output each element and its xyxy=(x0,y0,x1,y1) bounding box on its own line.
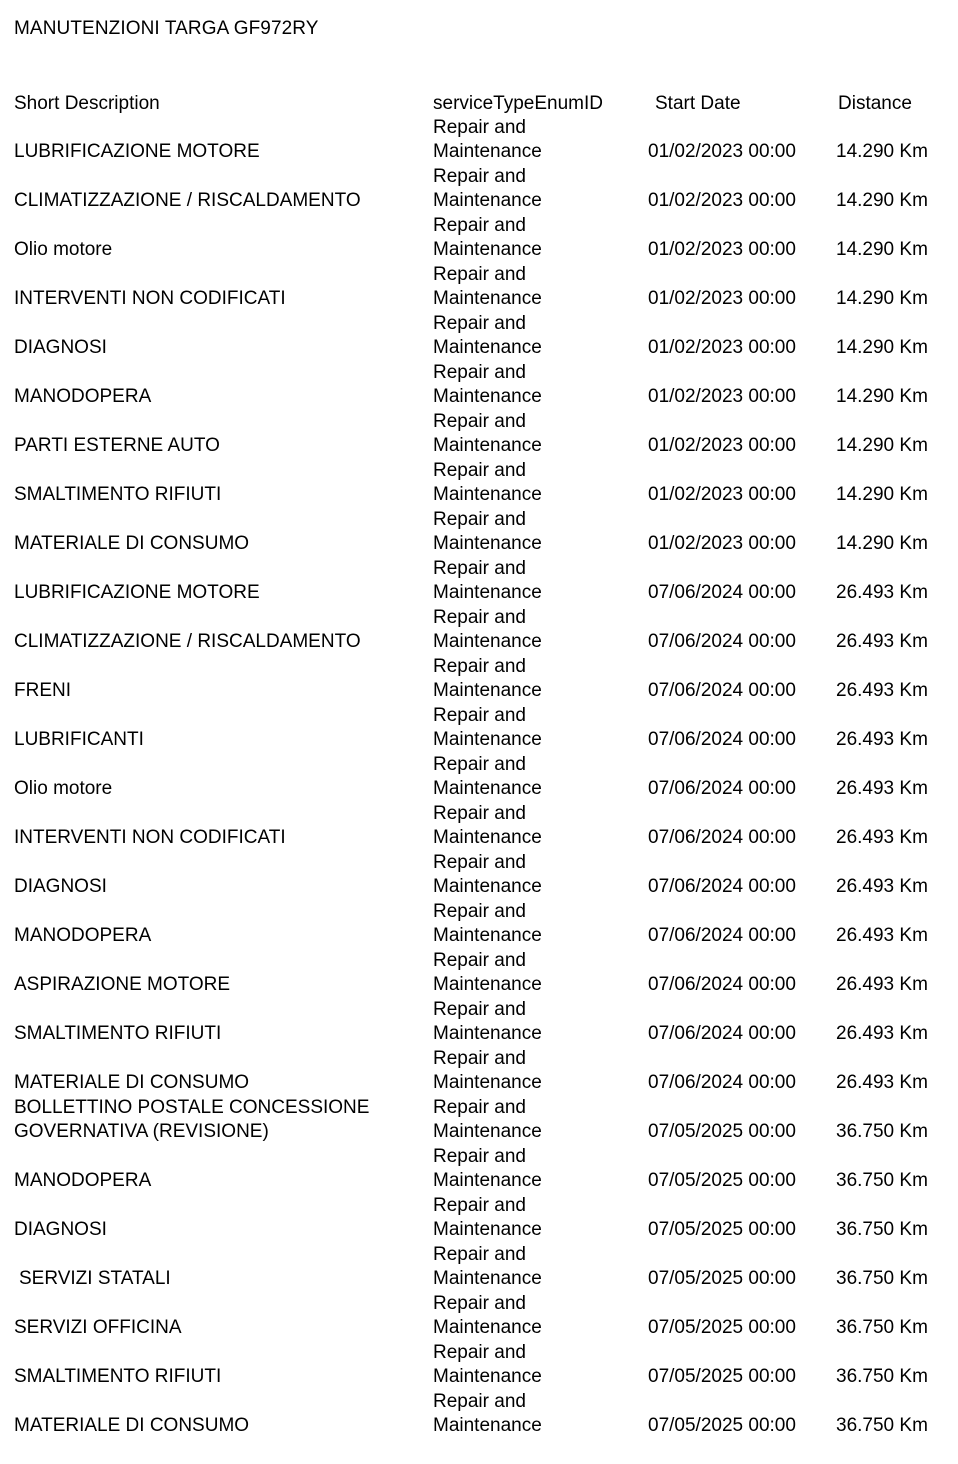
cell-short-description: FRENI xyxy=(14,680,71,701)
cell-service-type: Repair and Maintenance xyxy=(433,264,542,309)
cell-short-description: DIAGNOSI xyxy=(14,1219,107,1240)
cell-start-date: 07/06/2024 00:00 xyxy=(648,631,796,652)
cell-distance: 14.290 Km xyxy=(836,386,928,407)
cell-distance: 26.493 Km xyxy=(836,925,928,946)
cell-short-description: LUBRIFICANTI xyxy=(14,729,144,750)
cell-service-type: Repair and Maintenance xyxy=(433,1097,542,1142)
cell-distance: 26.493 Km xyxy=(836,631,928,652)
cell-start-date: 01/02/2023 00:00 xyxy=(648,337,796,358)
cell-short-description: Olio motore xyxy=(14,239,113,260)
cell-service-type: Repair and Maintenance xyxy=(433,460,542,505)
cell-service-type: Repair and Maintenance xyxy=(433,1048,542,1093)
cell-distance: 26.493 Km xyxy=(836,827,928,848)
cell-distance: 36.750 Km xyxy=(836,1170,928,1191)
cell-start-date: 07/06/2024 00:00 xyxy=(648,582,796,603)
cell-short-description: SERVIZI OFFICINA xyxy=(14,1317,182,1338)
cell-short-description: CLIMATIZZAZIONE / RISCALDAMENTO xyxy=(14,190,361,211)
cell-start-date: 07/06/2024 00:00 xyxy=(648,876,796,897)
cell-service-type: Repair and Maintenance xyxy=(433,166,542,211)
cell-distance: 36.750 Km xyxy=(836,1268,928,1289)
cell-short-description: INTERVENTI NON CODIFICATI xyxy=(14,288,286,309)
cell-start-date: 07/06/2024 00:00 xyxy=(648,925,796,946)
cell-start-date: 01/02/2023 00:00 xyxy=(648,239,796,260)
cell-distance: 14.290 Km xyxy=(836,141,928,162)
cell-service-type: Repair and Maintenance xyxy=(433,509,542,554)
maintenance-table xyxy=(0,92,958,1451)
cell-short-description: DIAGNOSI xyxy=(14,876,107,897)
cell-service-type: Repair and Maintenance xyxy=(433,1391,542,1436)
cell-distance: 14.290 Km xyxy=(836,484,928,505)
cell-service-type: Repair and Maintenance xyxy=(433,754,542,799)
cell-start-date: 07/05/2025 00:00 xyxy=(648,1219,796,1240)
cell-start-date: 01/02/2023 00:00 xyxy=(648,484,796,505)
cell-distance: 26.493 Km xyxy=(836,1072,928,1093)
cell-service-type: Repair and Maintenance xyxy=(433,705,542,750)
column-header-distance: Distance xyxy=(838,93,912,114)
cell-start-date: 01/02/2023 00:00 xyxy=(648,435,796,456)
cell-service-type: Repair and Maintenance xyxy=(433,1146,542,1191)
cell-distance: 26.493 Km xyxy=(836,729,928,750)
cell-short-description: DIAGNOSI xyxy=(14,337,107,358)
cell-short-description: BOLLETTINO POSTALE CONCESSIONE GOVERNATIVA (REVISIONE) xyxy=(14,1097,370,1142)
cell-distance: 26.493 Km xyxy=(836,1023,928,1044)
cell-service-type: Repair and Maintenance xyxy=(433,803,542,848)
cell-short-description: SMALTIMENTO RIFIUTI xyxy=(14,484,222,505)
cell-start-date: 01/02/2023 00:00 xyxy=(648,386,796,407)
cell-service-type: Repair and Maintenance xyxy=(433,1342,542,1387)
cell-short-description: CLIMATIZZAZIONE / RISCALDAMENTO xyxy=(14,631,361,652)
cell-short-description: LUBRIFICAZIONE MOTORE xyxy=(14,582,260,603)
cell-short-description: SERVIZI STATALI xyxy=(19,1268,171,1289)
cell-service-type: Repair and Maintenance xyxy=(433,362,542,407)
cell-distance: 14.290 Km xyxy=(836,337,928,358)
cell-service-type: Repair and Maintenance xyxy=(433,1195,542,1240)
cell-distance: 14.290 Km xyxy=(836,435,928,456)
cell-short-description: MATERIALE DI CONSUMO xyxy=(14,533,250,554)
cell-service-type: Repair and Maintenance xyxy=(433,411,542,456)
cell-start-date: 07/05/2025 00:00 xyxy=(648,1415,796,1436)
cell-start-date: 01/02/2023 00:00 xyxy=(648,141,796,162)
cell-start-date: 01/02/2023 00:00 xyxy=(648,190,796,211)
cell-start-date: 07/06/2024 00:00 xyxy=(648,1072,796,1093)
cell-short-description: SMALTIMENTO RIFIUTI xyxy=(14,1366,222,1387)
cell-short-description: ASPIRAZIONE MOTORE xyxy=(14,974,231,995)
cell-start-date: 01/02/2023 00:00 xyxy=(648,533,796,554)
cell-short-description: MANODOPERA xyxy=(14,386,152,407)
cell-short-description: Olio motore xyxy=(14,778,113,799)
table-row xyxy=(0,1391,958,1451)
cell-short-description: PARTI ESTERNE AUTO xyxy=(14,435,220,456)
cell-service-type: Repair and Maintenance xyxy=(433,1244,542,1289)
cell-short-description: MANODOPERA xyxy=(14,925,152,946)
cell-distance: 36.750 Km xyxy=(836,1415,928,1436)
cell-start-date: 07/06/2024 00:00 xyxy=(648,827,796,848)
cell-distance: 14.290 Km xyxy=(836,288,928,309)
cell-short-description: MATERIALE DI CONSUMO xyxy=(14,1415,250,1436)
cell-distance: 36.750 Km xyxy=(836,1366,928,1387)
cell-short-description: INTERVENTI NON CODIFICATI xyxy=(14,827,286,848)
cell-start-date: 07/05/2025 00:00 xyxy=(648,1121,796,1142)
column-header-start-date: Start Date xyxy=(655,93,741,114)
cell-start-date: 07/05/2025 00:00 xyxy=(648,1317,796,1338)
cell-start-date: 07/06/2024 00:00 xyxy=(648,974,796,995)
table-body xyxy=(0,117,958,1451)
cell-distance: 26.493 Km xyxy=(836,974,928,995)
cell-distance: 36.750 Km xyxy=(836,1121,928,1142)
cell-start-date: 01/02/2023 00:00 xyxy=(648,288,796,309)
cell-distance: 14.290 Km xyxy=(836,533,928,554)
cell-service-type: Repair and Maintenance xyxy=(433,950,542,995)
cell-service-type: Repair and Maintenance xyxy=(433,117,542,162)
cell-service-type: Repair and Maintenance xyxy=(433,313,542,358)
column-header-service-type: serviceTypeEnumID xyxy=(433,93,604,114)
page-title: MANUTENZIONI TARGA GF972RY xyxy=(14,18,319,39)
cell-service-type: Repair and Maintenance xyxy=(433,852,542,897)
cell-distance: 36.750 Km xyxy=(836,1219,928,1240)
cell-distance: 26.493 Km xyxy=(836,680,928,701)
cell-start-date: 07/06/2024 00:00 xyxy=(648,778,796,799)
cell-start-date: 07/05/2025 00:00 xyxy=(648,1268,796,1289)
cell-start-date: 07/05/2025 00:00 xyxy=(648,1366,796,1387)
cell-start-date: 07/06/2024 00:00 xyxy=(648,1023,796,1044)
cell-distance: 26.493 Km xyxy=(836,778,928,799)
column-header-short-description: Short Description xyxy=(14,93,160,114)
cell-service-type: Repair and Maintenance xyxy=(433,901,542,946)
cell-short-description: MATERIALE DI CONSUMO xyxy=(14,1072,250,1093)
cell-distance: 26.493 Km xyxy=(836,582,928,603)
cell-service-type: Repair and Maintenance xyxy=(433,656,542,701)
cell-start-date: 07/06/2024 00:00 xyxy=(648,680,796,701)
cell-service-type: Repair and Maintenance xyxy=(433,558,542,603)
cell-distance: 14.290 Km xyxy=(836,239,928,260)
cell-distance: 36.750 Km xyxy=(836,1317,928,1338)
cell-start-date: 07/05/2025 00:00 xyxy=(648,1170,796,1191)
cell-service-type: Repair and Maintenance xyxy=(433,999,542,1044)
cell-distance: 14.290 Km xyxy=(836,190,928,211)
cell-start-date: 07/06/2024 00:00 xyxy=(648,729,796,750)
cell-short-description: LUBRIFICAZIONE MOTORE xyxy=(14,141,260,162)
cell-distance: 26.493 Km xyxy=(836,876,928,897)
cell-service-type: Repair and Maintenance xyxy=(433,607,542,652)
cell-short-description: MANODOPERA xyxy=(14,1170,152,1191)
cell-short-description: SMALTIMENTO RIFIUTI xyxy=(14,1023,222,1044)
cell-service-type: Repair and Maintenance xyxy=(433,1293,542,1338)
cell-service-type: Repair and Maintenance xyxy=(433,215,542,260)
